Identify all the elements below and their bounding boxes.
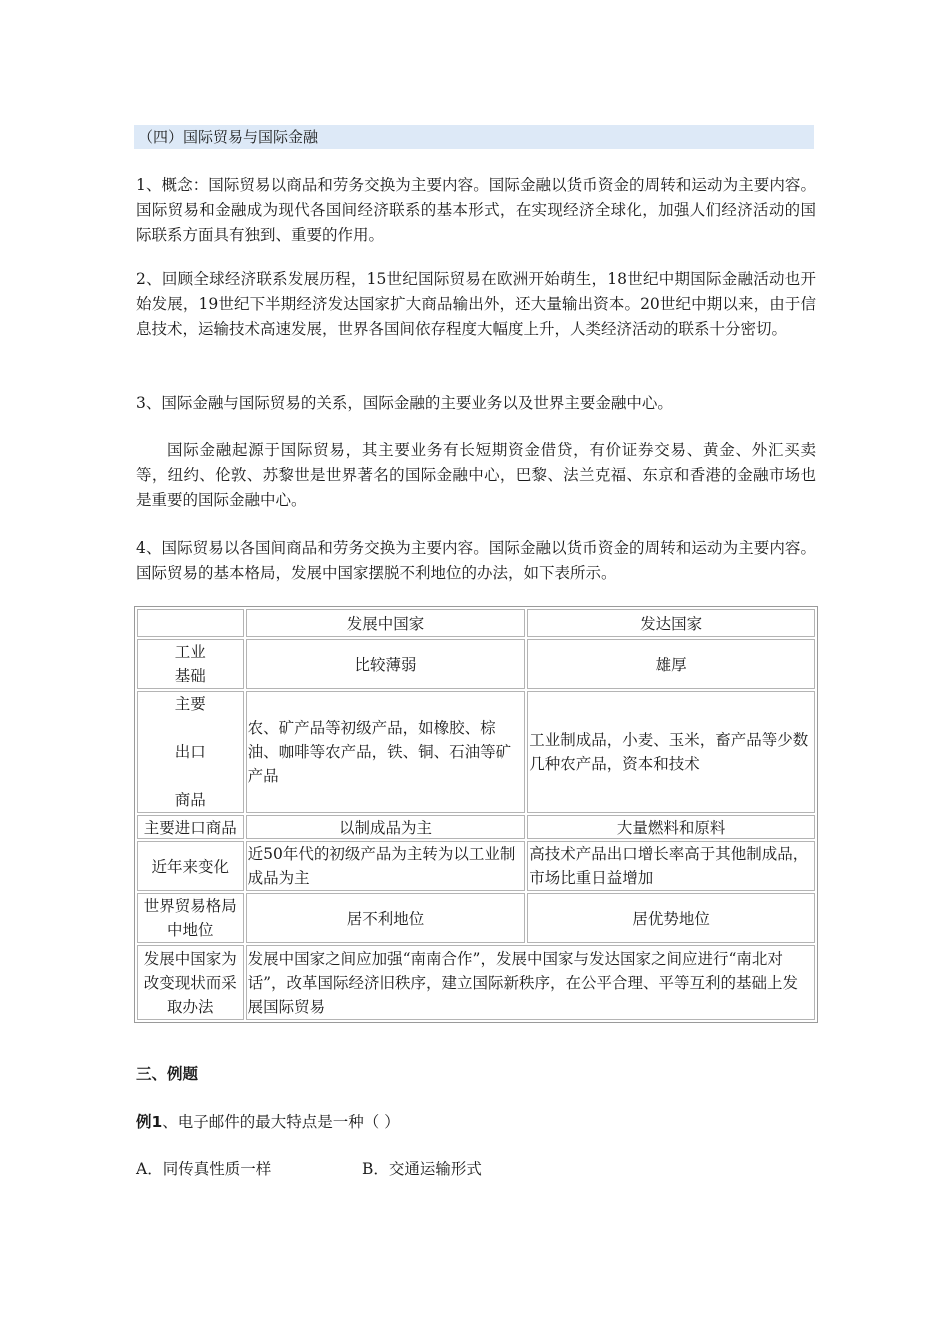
example-label: 例1 [136, 1113, 163, 1131]
header-empty-cell [137, 609, 244, 637]
row-label-changes: 近年来变化 [137, 841, 244, 891]
header-developed: 发达国家 [527, 609, 815, 637]
cell-developing-industry: 比较薄弱 [246, 639, 526, 689]
cell-developing-changes: 近50年代的初级产品为主转为以工业制成品为主 [246, 841, 526, 891]
row-label-imports: 主要进口商品 [137, 815, 244, 839]
table-row [137, 691, 815, 813]
table-row [137, 815, 815, 839]
trade-comparison-table [134, 606, 818, 1023]
row-label-industry: 工业 基础 [137, 639, 244, 689]
row-label-position: 世界贸易格局 中地位 [137, 893, 244, 943]
table-row [137, 893, 815, 943]
header-developing: 发展中国家 [246, 609, 526, 637]
table-header-row [137, 609, 815, 637]
option-a: A．同传真性质一样 [136, 1160, 272, 1178]
example-text: 、电子邮件的最大特点是一种（ ） [162, 1113, 400, 1131]
cell-developed-position: 居优势地位 [527, 893, 815, 943]
table-row [137, 841, 815, 891]
cell-developing-imports: 以制成品为主 [246, 815, 526, 839]
cell-developed-industry: 雄厚 [527, 639, 815, 689]
cell-measures: 发展中国家之间应加强“南南合作”，发展中国家与发达国家之间应进行“南北对话”，改革国际经济旧秩序，建立国际新秩序，在公平合理、平等互利的基础上发展国际贸易 [246, 945, 815, 1020]
cell-developed-exports: 工业制成品，小麦、玉米，畜产品等少数几种农产品，资本和技术 [527, 691, 815, 813]
row-label-exports: 主要 出口 商品 [137, 691, 244, 813]
table-row [137, 945, 815, 1020]
section-heading-examples: 三、例题 [136, 1065, 199, 1083]
cell-developing-exports: 农、矿产品等初级产品，如橡胶、棕油、咖啡等农产品，铁、铜、石油等矿产品 [246, 691, 526, 813]
paragraph-trade-pattern: 4、国际贸易以各国间商品和劳务交换为主要内容。国际金融以货币资金的周转和运动为主要内容。国际贸易的基本格局，发展中国家摆脱不利地位的办法，如下表所示。 [136, 539, 816, 582]
paragraph-concept: 1、概念：国际贸易以商品和劳务交换为主要内容。国际金融以货币资金的周转和运动为主要内容。国际贸易和金融成为现代各国间经济联系的基本形式，在实现经济全球化，加强人们经济活动的国际联系方面具有独到、重要的作用。 [136, 176, 816, 244]
example-question [136, 1110, 400, 1132]
paragraph-finance-centers: 国际金融起源于国际贸易，其主要业务有长短期资金借贷，有价证券交易、黄金、外汇买卖等，纽约、伦敦、苏黎世是世界著名的国际金融中心，巴黎、法兰克福、东京和香港的金融市场也是重要的国际金融中心。 [136, 441, 816, 509]
row-label-measures: 发展中国家为 改变现状而采 取办法 [137, 945, 244, 1020]
paragraph-relation: 3、国际金融与国际贸易的关系，国际金融的主要业务以及世界主要金融中心。 [136, 394, 673, 412]
cell-developed-imports: 大量燃料和原料 [527, 815, 815, 839]
cell-developed-changes: 高技术产品出口增长率高于其他制成品，市场比重日益增加 [527, 841, 815, 891]
cell-developing-position: 居不利地位 [246, 893, 526, 943]
option-b: B．交通运输形式 [362, 1160, 482, 1178]
paragraph-history: 2、回顾全球经济联系发展历程，15世纪国际贸易在欧洲开始萌生，18世纪中期国际金融活动也开始发展，19世纪下半期经济发达国家扩大商品输出外，还大量输出资本。20世纪中期以来，由于信息技术，运输技术高速发展，世界各国间依存程度大幅度上升，人类经济活动的联系十分密切。 [136, 270, 816, 338]
section-title: （四）国际贸易与国际金融 [134, 125, 814, 149]
table-row [137, 639, 815, 689]
